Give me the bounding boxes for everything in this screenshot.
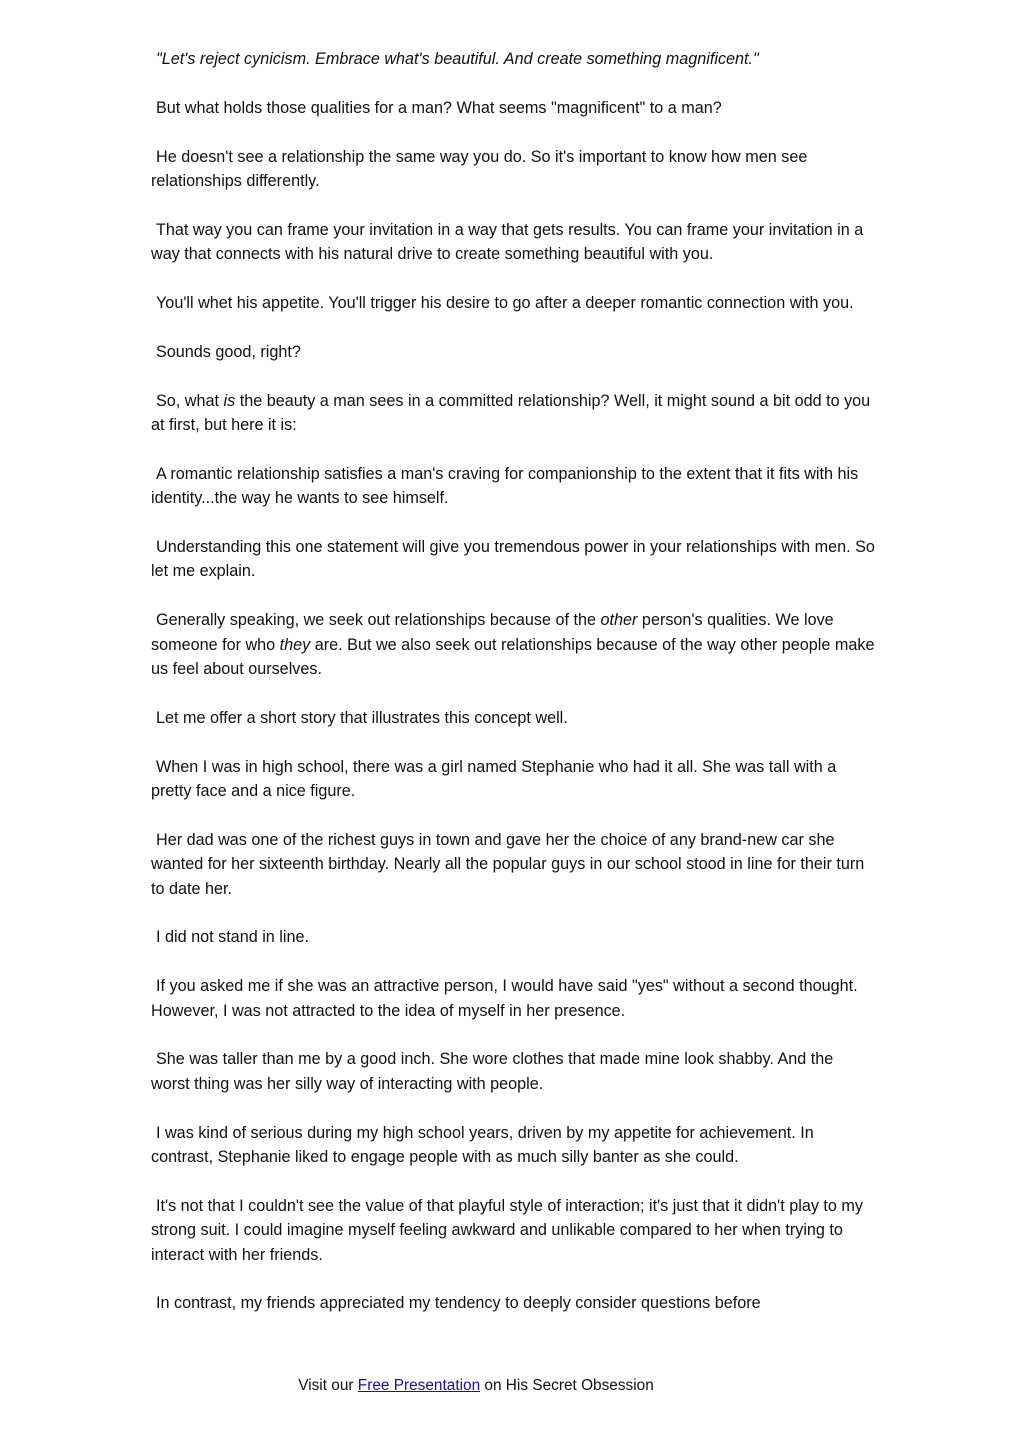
paragraph-text: Her dad was one of the richest guys in town and gave her the choice of any brand-new car she wanted for her sixteenth birthday. Nearly all the popular guys in our school stood in line for their turn to date her. [151, 830, 865, 898]
paragraph [151, 340, 876, 364]
paragraph-text: She was taller than me by a good inch. She wore clothes that made mine look shabby. And the worst thing was her silly way of interacting with people. [151, 1050, 834, 1093]
paragraph-text: It's not that I couldn't see the value of that playful style of interaction; it's just that it didn't play to my strong suit. I could imagine myself feeling awkward and unlikable compared to her when trying to interact with her friends. [151, 1196, 864, 1264]
footer-suffix: on His Secret Obsession [480, 1377, 654, 1394]
free-presentation-link[interactable]: Free Presentation [357, 1377, 481, 1394]
paragraph [151, 462, 876, 511]
emphasized-text: other [600, 611, 638, 630]
paragraph-text: You'll whet his appetite. You'll trigger his desire to go after a deeper romantic connection with you. [156, 294, 854, 312]
paragraph-text: Generally speaking, we seek out relationships because of the [156, 611, 601, 630]
paragraph [151, 389, 876, 438]
paragraph [151, 974, 876, 1023]
paragraph-text: He doesn't see a relationship the same way you do. So it's important to know how men see relationships differently. [151, 147, 808, 190]
paragraph [151, 1194, 876, 1267]
paragraph-text: If you asked me if she was an attractive person, I would have said "yes" without a second thought. However, I was not attracted to the idea of myself in her presence. [151, 977, 858, 1020]
paragraph [151, 1121, 876, 1170]
paragraph [151, 1291, 876, 1315]
paragraph-text: Sounds good, right? [156, 342, 301, 361]
emphasized-text: they [279, 635, 311, 654]
paragraph [151, 755, 876, 804]
paragraph [151, 925, 876, 949]
paragraph [151, 535, 876, 584]
paragraph-text: But what holds those qualities for a man? What seems "magnificent" to a man? [156, 98, 722, 117]
paragraph-text: Let me offer a short story that illustrates this concept well. [156, 708, 568, 727]
paragraph-text: A romantic relationship satisfies a man's craving for companionship to the extent that it fits with his identity...the way he wants to see himself. [151, 464, 859, 508]
paragraph [151, 291, 876, 315]
paragraph-text: Understanding this one statement will give you tremendous power in your relationships with men. So let me explain. [151, 538, 875, 581]
document-body [151, 47, 876, 1340]
paragraph-text: That way you can frame your invitation in a way that gets results. You can frame your invitation in a way that connects with his natural drive to create something beautiful with you. [151, 220, 864, 264]
paragraph [151, 218, 876, 267]
paragraph-text: When I was in high school, there was a girl named Stephanie who had it all. She was tall with a pretty face and a nice figure. [151, 757, 837, 801]
footer [0, 1375, 952, 1397]
paragraph-text: the beauty a man sees in a committed relationship? Well, it might sound a bit odd to you at first, but here it is: [151, 391, 871, 434]
paragraph-text: are. But we also seek out relationships because of the way other people make us feel about ourselves. [151, 635, 875, 679]
paragraph [151, 145, 876, 194]
paragraph [151, 96, 876, 120]
emphasized-text: "Let's reject cynicism. Embrace what's beautiful. And create something magnificent." [156, 50, 759, 68]
paragraph-text: I did not stand in line. [156, 928, 309, 947]
footer-prefix: Visit our [298, 1377, 358, 1394]
paragraph [151, 706, 876, 730]
emphasized-text: is [223, 391, 236, 410]
paragraph [151, 1047, 876, 1096]
paragraph [151, 828, 876, 901]
paragraph [151, 608, 876, 681]
paragraph-text: So, what [156, 391, 224, 410]
paragraph-text: I was kind of serious during my high school years, driven by my appetite for achievement. In contrast, Stephanie liked to engage people with as much silly banter as she could. [151, 1123, 814, 1167]
paragraph-text: person's qualities. We love someone for who [151, 611, 834, 654]
paragraph-text: In contrast, my friends appreciated my tendency to deeply consider questions before [156, 1294, 761, 1313]
paragraph [151, 47, 876, 71]
